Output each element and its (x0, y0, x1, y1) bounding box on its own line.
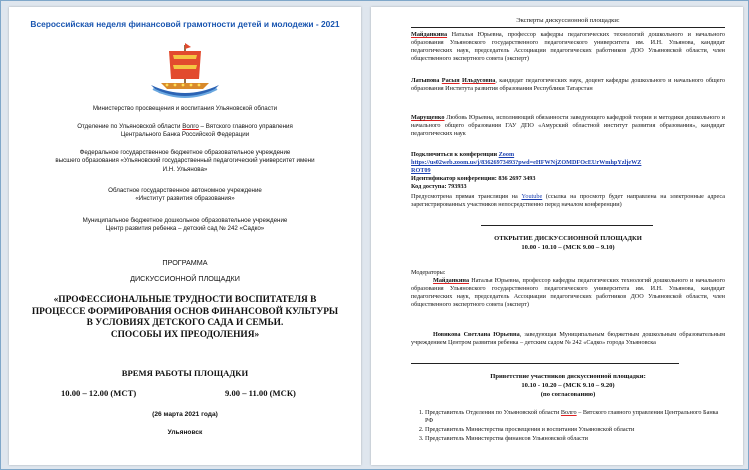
time-msk: 9.00 – 11.00 (МСК) (225, 388, 296, 398)
kindergarten-block (9, 217, 361, 234)
platform-label: ДИСКУССИОННОЙ ПЛОЩАДКИ (130, 274, 240, 283)
zoom-link[interactable]: Zoom (498, 151, 515, 158)
kindergarten-line-2: Центр развития ребенка – детский сад № 242 «Садко» (105, 225, 265, 233)
conference-connect: Подключиться к конференции Zoom https://us02web.zoom.us/j/83626973493?pwd=eHFWNjZOMDFOcEUrWmhpYzljeWZ ROT09 Идентификатор конференции: 836 2697 3493 Код доступа: 793933 (411, 151, 642, 190)
ship-logo (145, 35, 225, 105)
ministry-line: Министерство просвещения и воспитания Ульяновской области (92, 105, 278, 112)
moderator-2: Новикова Светлана Юрьевна, заведующая Муниципальным бюджетным дошкольным образовательным учреждением Центром развития ребенка – детским садом № 242 «Садко» города Ульяновска (411, 331, 726, 346)
program-label: ПРОГРАММА (162, 258, 208, 267)
bank-line-1: Отделение по Ульяновской области Волго – Вятского главного управления (77, 123, 293, 130)
page-right (371, 7, 743, 465)
institute-line-1: Областное государственное автономное учреждение (108, 187, 262, 194)
week-title: Всероссийская неделя финансовой грамотности детей и молодежи - 2021 (30, 19, 340, 29)
institute-line-2: «Институт развития образования» (135, 195, 235, 203)
conference-id: Идентификатор конференции: 836 2697 3493 (411, 174, 536, 182)
greeting-list (411, 409, 725, 444)
opening-heading: ОТКРЫТИЕ ДИСКУССИОННОЙ ПЛОЩАДКИ (494, 235, 642, 242)
expert-3: Марущенко Любовь Юрьевна, исполняющий обязанности заведующего кафедрой теории и методики дошкольного и начального общего образования ГАУ ДПО «Амурский областной институт развития образования», кандидат педагогических наук (411, 114, 725, 137)
greeting-time: 10.10 - 10.20 – (МСК 9.10 – 9.20) (521, 382, 615, 389)
divider (481, 225, 653, 226)
title-line-4: СПОСОБЫ ИХ ПРЕОДОЛЕНИЯ» (110, 329, 260, 340)
city: Ульяновск (167, 429, 203, 436)
zoom-url-link[interactable]: https://us02web.zoom.us/j/83626973493?pwd=eHFWNjZOMDFOcEUrWmhpYzljeWZ ROT09 (411, 158, 642, 174)
divider (411, 363, 679, 364)
broadcast-note: Предусмотрена прямая трансляция на Youtube (ссылка на просмотр будет направлена на электронные адреса зарегистрированных участников непосредственно перед началом конференции) (411, 193, 725, 208)
university-line-3: И.Н. Ульянова» (162, 165, 208, 173)
greeting-heading: Приветствие участников дискуссионной площадки: (490, 373, 646, 380)
page-left (9, 7, 361, 465)
youtube-link[interactable]: Youtube (521, 193, 543, 200)
work-time-heading: ВРЕМЯ РАБОТЫ ПЛОЩАДКИ (121, 368, 249, 378)
bank-block (9, 123, 361, 140)
kindergarten-line-1: Муниципальное бюджетное дошкольное образовательное учреждение (82, 217, 288, 224)
institute-block (9, 187, 361, 204)
event-date: (26 марта 2021 года) (152, 411, 218, 418)
list-item: 2. Представитель Министерства просвещения и воспитания Ульяновской области (425, 426, 725, 434)
list-item: 3. Представитель Министерства финансов Ульяновской области (425, 435, 725, 443)
greeting-note: (по согласованию) (540, 391, 596, 398)
opening-time: 10.00 - 10.10 – (МСК 9.00 – 9.10) (521, 244, 615, 251)
bank-line-2: Центрального Банка Российской Федерации (120, 131, 250, 139)
divider (411, 27, 725, 28)
university-line-1: Федеральное государственное бюджетное образовательное учреждение (79, 149, 291, 156)
access-code: Код доступа: 793933 (411, 182, 467, 190)
university-line-2: высшего образования «Ульяновский государственный педагогический университет имени (55, 157, 315, 165)
moderator-1: Майданкина Наталья Юрьевна, профессор кафедры педагогических технологий дошкольного и начального образования Ульяновского государственного педагогического университета им. И.Н. Ульянова, кандидат педагогических наук, председатель Ассоциации педагогических работников ДОО Ульяновской области, член общественного экспертного совета (эксперт) (411, 277, 725, 308)
time-mst: 10.00 – 12.00 (МСТ) (61, 388, 137, 398)
experts-heading: Эксперты дискуссионной площадки: (516, 17, 620, 24)
moderators-label: Модераторы: (411, 269, 446, 276)
university-block (9, 149, 361, 174)
title-line-2: ПРОЦЕССЕ ФОРМИРОВАНИЯ ОСНОВ ФИНАНСОВОЙ КУЛЬТУРЫ (31, 306, 339, 317)
expert-2: Латыпова Расыя Ильдусовна, кандидат педагогических наук, доцент кафедры дошкольного и начального общего образования Института развития образования Республики Татарстан (411, 77, 726, 92)
list-item: 1. Представитель Отделения по Ульяновской области Волго – Вятского главного управления Центрального Банка РФ (425, 409, 725, 425)
title-line-3: В УСЛОВИЯХ ДЕТСКОГО САДА И СЕМЬИ. (86, 318, 284, 328)
title-line-1: «ПРОФЕССИОНАЛЬНЫЕ ТРУДНОСТИ ВОСПИТАТЕЛЯ В (53, 295, 317, 305)
expert-1: Майданкина Наталья Юрьевна, профессор кафедры педагогических технологий дошкольного и начального образования Ульяновского государственного педагогического университета им. И.Н. Ульянова, кандидат педагогических наук, председатель Ассоциации педагогических работников ДОО Ульяновской области, член общественного экспертного совета (эксперт) (411, 31, 725, 62)
program-title (9, 295, 361, 341)
